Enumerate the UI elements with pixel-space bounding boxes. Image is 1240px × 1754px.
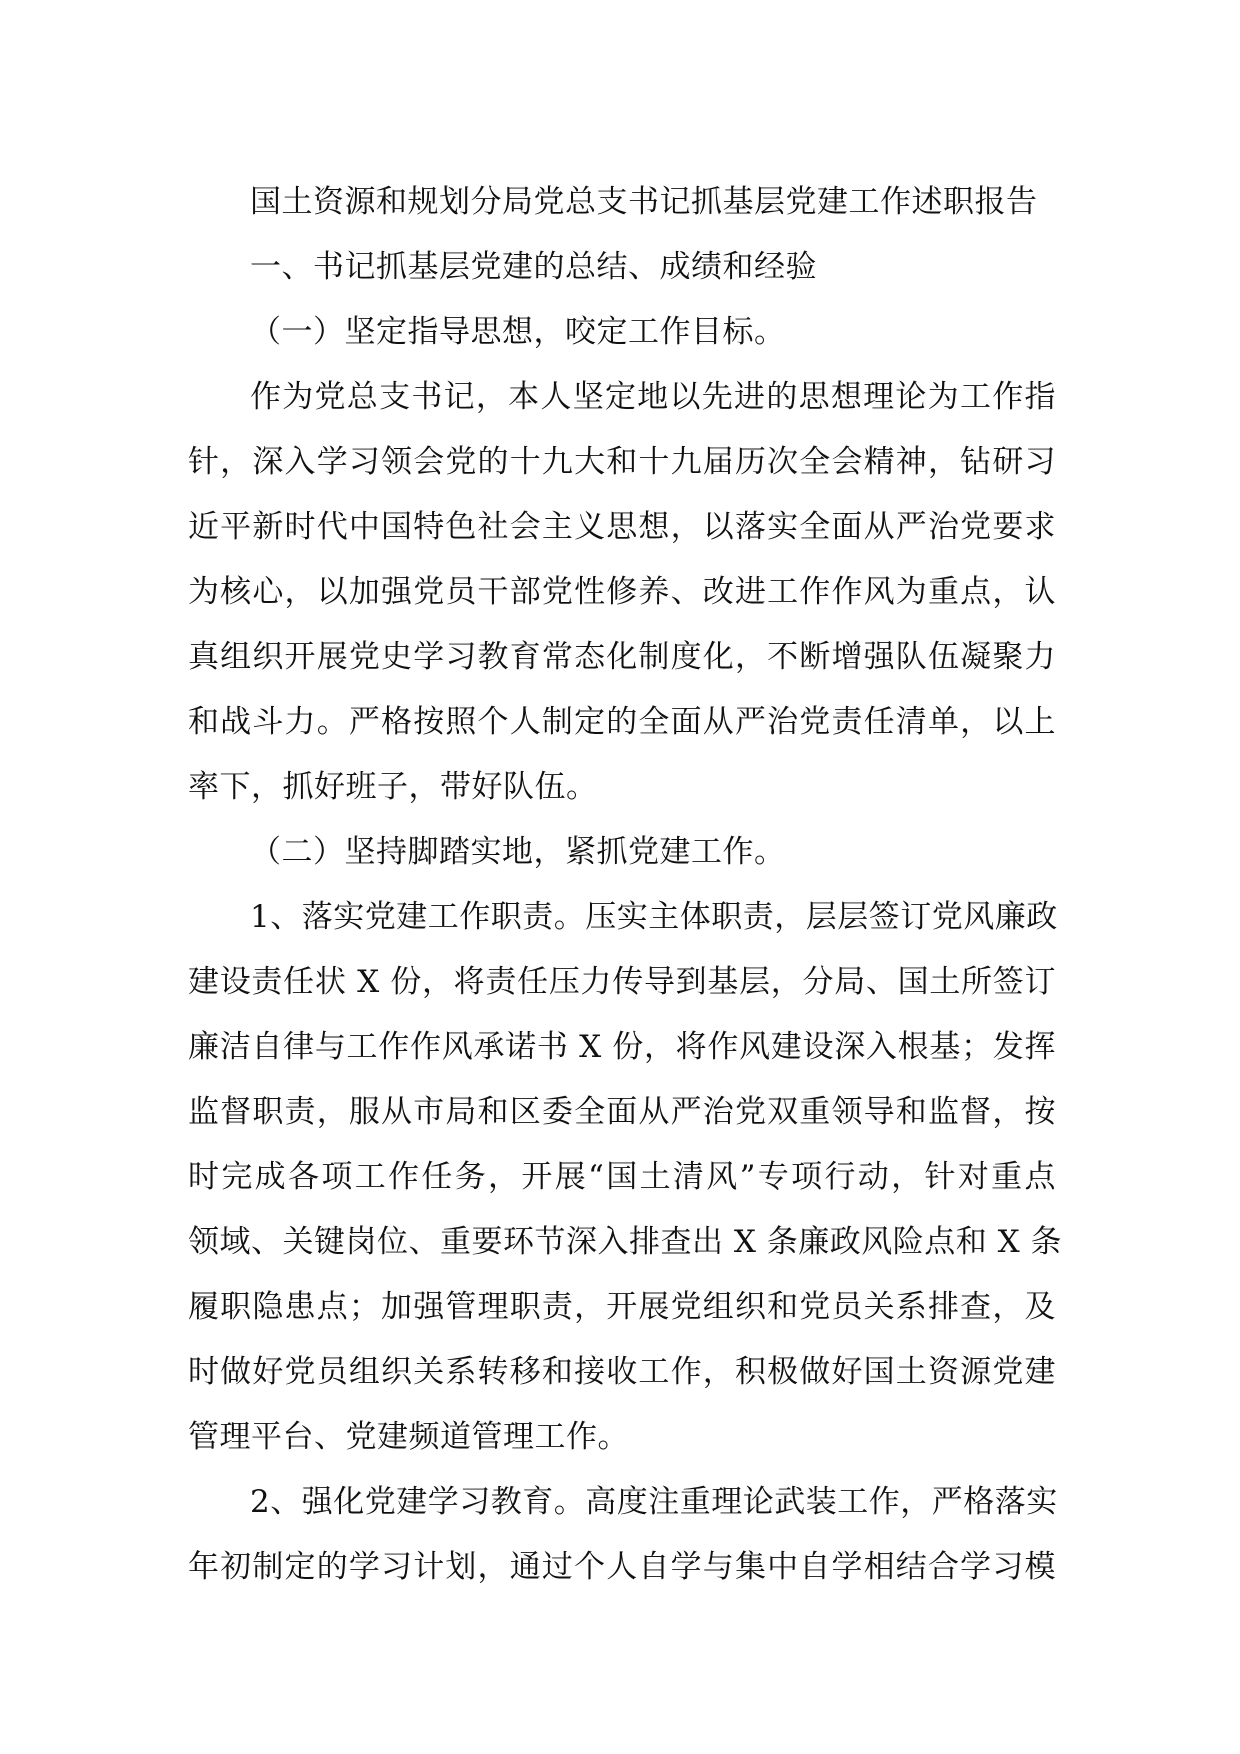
- paragraph-line: 领域、关键岗位、重要环节深入排查出 X 条廉政风险点和 X 条: [188, 1224, 1063, 1260]
- subsection-heading: （二）坚持脚踏实地，紧抓党建工作。: [250, 834, 786, 870]
- document-body: [188, 170, 1063, 1600]
- paragraph-line: 和战斗力。严格按照个人制定的全面从严治党责任清单，以上: [188, 704, 1056, 740]
- paragraph-line: 真组织开展党史学习教育常态化制度化，不断增强队伍凝聚力: [188, 639, 1056, 675]
- paragraph-line: 监督职责，服从市局和区委全面从严治党双重领导和监督，按: [188, 1094, 1056, 1130]
- paragraph: [188, 365, 1056, 820]
- paragraph-line: 时完成各项工作任务，开展“国土清风”专项行动，针对重点: [188, 1159, 1056, 1195]
- paragraph-line: 2、强化党建学习教育。高度注重理论武装工作，严格落实: [250, 1484, 1058, 1520]
- paragraph-line: 为核心，以加强党员干部党性修养、改进工作作风为重点，认: [188, 574, 1056, 610]
- paragraph-line: 作为党总支书记，本人坚定地以先进的思想理论为工作指: [250, 379, 1056, 415]
- paragraph-line: 1、落实党建工作职责。压实主体职责，层层签订党风廉政: [250, 899, 1058, 935]
- subsection-heading: （一）坚定指导思想，咬定工作目标。: [250, 314, 786, 350]
- document-title: 国土资源和规划分局党总支书记抓基层党建工作述职报告: [250, 184, 1038, 220]
- paragraph-line: 针，深入学习领会党的十九大和十九届历次全会精神，钻研习: [188, 444, 1056, 480]
- paragraph-line: 管理平台、党建频道管理工作。: [188, 1419, 629, 1455]
- paragraph-line: 履职隐患点；加强管理职责，开展党组织和党员关系排查，及: [188, 1289, 1056, 1325]
- paragraph-line: 建设责任状 X 份，将责任压力传导到基层，分局、国土所签订: [188, 964, 1056, 1000]
- paragraph-line: 率下，抓好班子，带好队伍。: [188, 769, 598, 805]
- paragraph-line: 年初制定的学习计划，通过个人自学与集中自学相结合学习模: [188, 1549, 1056, 1585]
- paragraph-line: 廉洁自律与工作作风承诺书 X 份，将作风建设深入根基；发挥: [188, 1029, 1056, 1065]
- paragraph: [188, 1470, 1056, 1600]
- paragraph: [188, 885, 1063, 1470]
- paragraph-line: 近平新时代中国特色社会主义思想，以落实全面从严治党要求: [188, 509, 1056, 545]
- section-heading: 一、书记抓基层党建的总结、成绩和经验: [250, 249, 817, 285]
- paragraph-line: 时做好党员组织关系转移和接收工作，积极做好国土资源党建: [188, 1354, 1056, 1390]
